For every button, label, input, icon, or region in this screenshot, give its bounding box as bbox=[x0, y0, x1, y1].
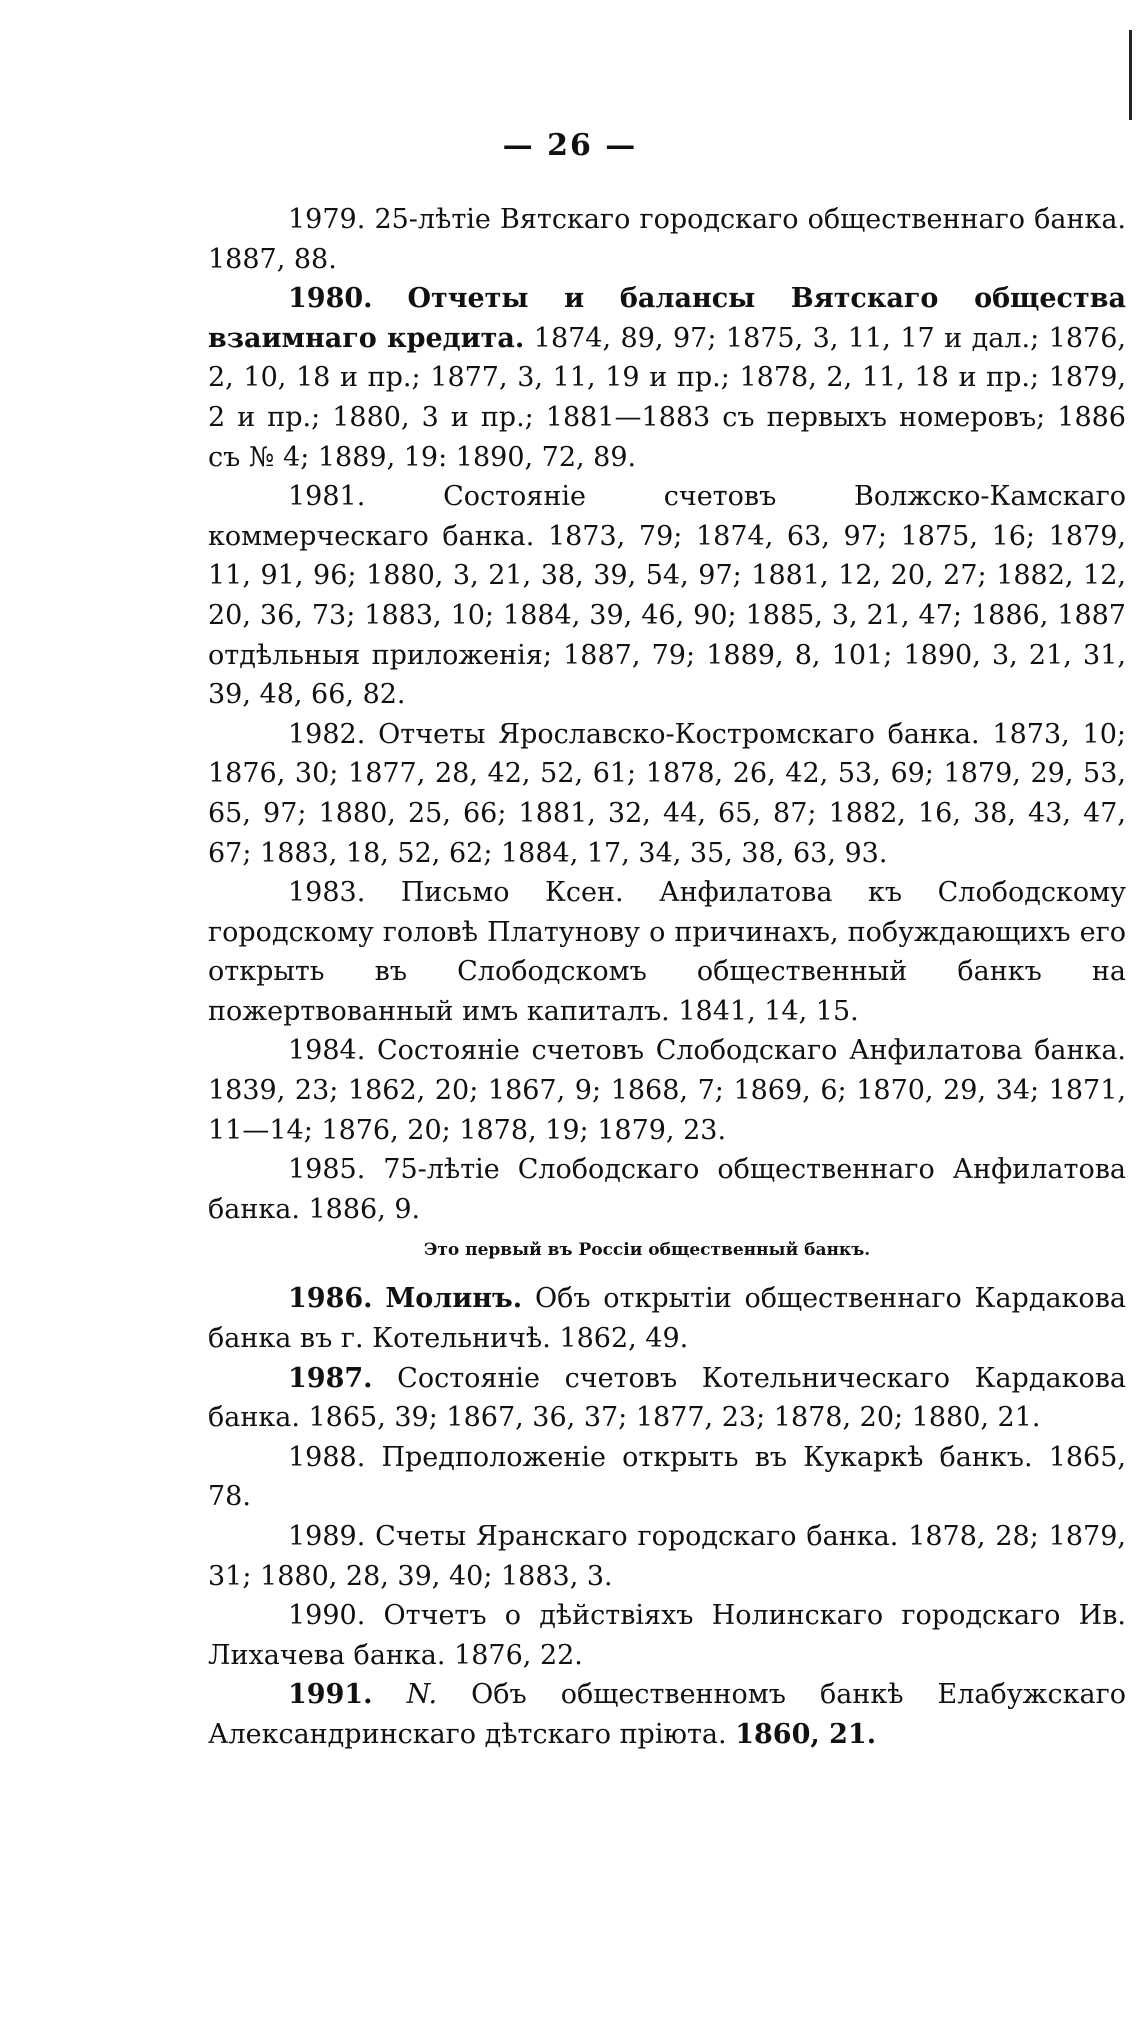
entry-number: 1981. bbox=[288, 481, 366, 513]
entry-details: 1886, 9. bbox=[308, 1193, 421, 1225]
entry-1991 bbox=[208, 1675, 1126, 1754]
entry-details: 1887, 88. bbox=[208, 243, 337, 275]
entry-details: 1865, 39; 1867, 36, 37; 1877, 23; 1878, 20; 1880, 21. bbox=[308, 1402, 1041, 1434]
entry-details: 1841, 14, 15. bbox=[678, 995, 859, 1027]
entry-title: Состояніе счетовъ Слободскаго Анфилатова банка. bbox=[376, 1035, 1126, 1067]
entry-title: Объ общественномъ банкѣ Елабужскаго Александринскаго дѣтскаго пріюта. bbox=[208, 1679, 1126, 1750]
entry-title: Предположеніе открыть въ Кукаркѣ банкъ. bbox=[381, 1441, 1033, 1473]
entry-1988 bbox=[208, 1438, 1126, 1517]
entry-1990 bbox=[208, 1596, 1126, 1675]
entry-details: 1873, 79; 1874, 63, 97; 1875, 16; 1879, 11, 91, 96; 1880, 3, 21, 38, 39, 54, 97; 1881, 12, 20, 27; 1882, 12, 20, 36, 73; 1883, 10; 1884, 39, 46, 90; 1885, 3, 21, 47; 1886, 1887 отдѣльныя приложенія; 1887, 79; 1889, 8, 101; 1890, 3, 21, 31, 39, 48, 66, 82. bbox=[208, 520, 1126, 711]
entry-author: Молинъ. bbox=[385, 1283, 523, 1315]
footnote-first-bank: Это первый въ Россіи общественный банкъ. bbox=[423, 1240, 871, 1261]
entry-title: Счеты Яранскаго городскаго банка. bbox=[375, 1521, 899, 1552]
entry-number: 1980. bbox=[288, 283, 373, 315]
entry-1980 bbox=[208, 279, 1126, 477]
entry-title: Отчетъ о дѣйствіяхъ Нолинскаго городскаго Ив. Лихачева банка. bbox=[208, 1600, 1126, 1671]
entry-1989 bbox=[208, 1517, 1126, 1596]
entry-1987 bbox=[208, 1359, 1126, 1438]
page-number: — 26 — bbox=[502, 128, 638, 163]
entry-1981 bbox=[208, 477, 1126, 715]
entry-number: 1983. bbox=[288, 877, 366, 909]
entry-number: 1986. bbox=[288, 1283, 373, 1315]
page-edge-mark bbox=[1129, 30, 1132, 120]
entry-1983 bbox=[208, 873, 1126, 1031]
entry-number: 1985. bbox=[288, 1154, 366, 1186]
entry-1982 bbox=[208, 715, 1126, 873]
entry-1985 bbox=[208, 1150, 1126, 1229]
entry-details: 1873, 10; 1876, 30; 1877, 28, 42, 52, 61; 1878, 26, 42, 53, 69; 1879, 29, 53, 65, 97; 1880, 25, 66; 1881, 32, 44, 65, 87; 1882, 16, 38, 43, 47, 67; 1883, 18, 52, 62; 1884, 17, 34, 35, 38, 63, 93. bbox=[208, 718, 1126, 869]
entry-details: 1876, 22. bbox=[454, 1639, 583, 1671]
bibliography-entries bbox=[208, 200, 1126, 1755]
entry-number: 1979. bbox=[288, 204, 366, 235]
entry-details: 1865, 78. bbox=[208, 1441, 1126, 1513]
entry-1984 bbox=[208, 1031, 1126, 1150]
entry-1986 bbox=[208, 1279, 1126, 1358]
entry-title: Отчеты Ярославско-Костромскаго банка. bbox=[378, 718, 980, 750]
entry-number: 1984. bbox=[288, 1035, 366, 1067]
entry-author: N. bbox=[406, 1679, 438, 1711]
entry-title: 25-лѣтіе Вятскаго городскаго общественнаго банка. bbox=[374, 204, 1126, 235]
entry-number: 1987. bbox=[288, 1362, 373, 1394]
entry-number: 1991. bbox=[288, 1679, 373, 1711]
entry-details: 1860, 21. bbox=[735, 1718, 877, 1750]
entry-details: 1878, 28; 1879, 31; 1880, 28, 39, 40; 1883, 3. bbox=[208, 1521, 1126, 1592]
entry-details: 1862, 49. bbox=[559, 1323, 689, 1355]
entry-number: 1989. bbox=[288, 1521, 366, 1552]
entry-title: Письмо Ксен. Анфилатова къ Слободскому городскому головѣ Платунову о причинахъ, побуждающихъ его открыть въ Слободскомъ общественный банкъ на пожертвованный имъ капиталъ. bbox=[208, 877, 1126, 1027]
entry-title: Состояніе счетовъ Волжско-Камскаго коммерческаго банка. bbox=[208, 481, 1126, 552]
entry-details: 1874, 89, 97; 1875, 3, 11, 17 и дал.; 1876, 2, 10, 18 и пр.; 1877, 3, 11, 19 и пр.; 1878, 2, 11, 18 и пр.; 1879, 2 и пр.; 1880, 3 и пр.; 1881—1883 съ первыхъ номеровъ; 1886 съ № 4; 1889, 19: 1890, 72, 89. bbox=[208, 322, 1126, 473]
entry-number: 1982. bbox=[288, 718, 366, 750]
entry-title: 75-лѣтіе Слободскаго общественнаго Анфилатова банка. bbox=[208, 1154, 1126, 1225]
entry-title: Состояніе счетовъ Котельническаго Кардакова банка. bbox=[208, 1362, 1126, 1434]
entry-1979 bbox=[208, 200, 1126, 279]
entry-title: Объ открытіи общественнаго Кардакова банка въ г. Котельничѣ. bbox=[208, 1283, 1126, 1355]
entry-number: 1988. bbox=[288, 1441, 366, 1473]
entry-number: 1990. bbox=[288, 1600, 366, 1632]
entry-details: 1839, 23; 1862, 20; 1867, 9; 1868, 7; 1869, 6; 1870, 29, 34; 1871, 11—14; 1876, 20; 1878, 19; 1879, 23. bbox=[208, 1075, 1126, 1146]
entry-title: Отчеты и балансы Вятскаго общества взаимнаго кредита. bbox=[208, 283, 1126, 354]
